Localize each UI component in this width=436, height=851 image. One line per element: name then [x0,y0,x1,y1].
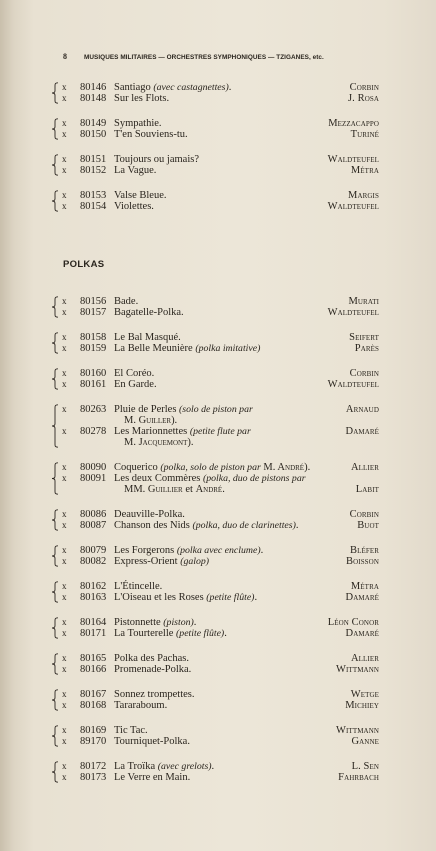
record-number: 89170 [80,736,107,747]
catalog-entry [0,93,436,104]
title-segment: . [260,545,264,556]
composer-name: Wittmann [336,664,379,675]
entry-mark: x [62,556,67,566]
entry-line [0,462,436,473]
record-number: 80160 [80,368,107,379]
catalog-entry [0,761,436,772]
catalog-entry [0,736,436,747]
entry-title [114,736,190,747]
title-segment: M. André [263,462,305,473]
record-number: 80148 [80,93,107,104]
entry-mark: x [62,129,67,139]
composer-name: Bléfer [350,545,379,556]
title-segment: Le Verre en Main. [114,772,191,783]
entry-line [0,617,436,628]
entry-mark: x [62,368,67,378]
catalog-group [0,462,436,495]
entry-title [114,617,196,628]
composer-name: Léon Conor [327,617,379,628]
title-segment: . [295,520,299,531]
catalog-group [0,581,436,603]
entry-title [114,545,263,556]
catalog-list-waltzes [0,82,436,226]
catalog-entry [0,404,436,426]
entry-line [0,129,436,140]
catalog-entry [0,129,436,140]
record-number: 80165 [80,653,107,664]
entry-title [114,772,190,783]
title-segment: Les Marionnettes [114,426,190,437]
composer-name: J. Rosa [347,93,379,104]
title-segment: Sur les Flots. [114,93,170,104]
entry-line [0,700,436,711]
entry-title [114,368,154,379]
entry-title [114,93,169,104]
title-segment: (polka avec enclume) [176,545,261,556]
title-segment: ). [304,462,311,473]
catalog-group [0,368,436,390]
record-number: 80263 [80,404,107,415]
catalog-entry [0,509,436,520]
title-segment: La Belle Meunière [114,343,196,354]
title-segment: Tourniquet-Polka. [114,736,190,747]
record-number: 80157 [80,307,107,318]
entry-title [114,343,260,354]
title-segment: El Coréo. [114,368,155,379]
composer-name: Waldteufel [327,307,379,318]
entry-mark: x [62,520,67,530]
entry-mark: x [62,154,67,164]
title-segment: MM. Guillier [124,484,183,495]
entry-line [0,520,436,531]
entry-line [0,736,436,747]
catalog-group [0,332,436,354]
entry-mark: x [62,379,67,389]
catalog-group [0,725,436,747]
entry-mark: x [62,653,67,663]
composer-name: Labit [355,484,379,495]
composer-name: Arnaud [345,404,379,415]
title-segment: En Garde. [114,379,157,390]
record-number: 80151 [80,154,107,165]
catalog-entry [0,556,436,567]
catalog-group [0,761,436,783]
record-number: 80163 [80,592,107,603]
catalog-entry [0,617,436,628]
title-segment: Pistonnette [114,617,164,628]
catalog-group [0,190,436,212]
title-segment: Polka des Pachas. [114,653,189,664]
catalog-group [0,404,436,448]
title-segment: Tararaboum. [114,700,168,711]
catalog-entry [0,473,436,495]
entry-line [0,426,436,437]
catalog-entry [0,379,436,390]
title-segment: . [222,484,225,495]
record-number: 80153 [80,190,107,201]
entry-line [0,628,436,639]
entry-mark: x [62,545,67,555]
entry-mark: x [62,165,67,175]
catalog-group [0,509,436,531]
catalog-group [0,653,436,675]
catalog-entry [0,190,436,201]
entry-line [0,509,436,520]
composer-name: Wittmann [336,725,379,736]
title-segment: . [254,592,258,603]
catalog-entry [0,545,436,556]
record-number: 80169 [80,725,107,736]
page-header [0,52,436,62]
entry-mark: x [62,296,67,306]
title-segment: ). [171,415,178,426]
entry-mark: x [62,725,67,735]
composer-name: Seifert [349,332,379,343]
record-number: 80086 [80,509,107,520]
entry-title [114,725,148,736]
composer-name: Buot [357,520,379,531]
catalog-entry [0,343,436,354]
entry-continuation-line [0,415,436,426]
title-segment: Express-Orient [114,556,181,567]
title-segment: (polka, solo de piston par [160,462,261,473]
record-number: 80082 [80,556,107,567]
entry-title [114,118,162,129]
title-segment: Sympathie. [114,118,162,129]
catalog-entry [0,426,436,448]
title-segment: Bade. [114,296,139,307]
entry-line [0,592,436,603]
composer-name: Parès [354,343,379,354]
catalog-group [0,296,436,318]
title-segment: Chanson des Nids [114,520,193,531]
title-segment: La Troïka [114,761,158,772]
entry-line [0,165,436,176]
composer-name: Murati [348,296,379,307]
title-segment: . [211,761,215,772]
catalog-group [0,689,436,711]
composer-name: Allier [350,653,379,664]
entry-line [0,473,436,484]
catalog-entry [0,628,436,639]
composer-name: L. Sen [351,761,379,772]
entry-line [0,653,436,664]
entry-mark: x [62,581,67,591]
entry-title [114,379,157,390]
catalog-entry [0,165,436,176]
catalog-entry [0,307,436,318]
catalog-entry [0,154,436,165]
entry-title [114,700,167,711]
record-number: 80161 [80,379,107,390]
title-segment: . [224,628,227,639]
title-segment: Coquerico [114,462,161,473]
entry-title [114,664,191,675]
entry-title [124,437,194,448]
entry-line [0,725,436,736]
record-number: 80149 [80,118,107,129]
entry-title [114,404,253,415]
entry-mark: x [62,93,67,103]
entry-mark: x [62,343,67,353]
entry-line [0,190,436,201]
record-number: 80091 [80,473,107,484]
entry-title [114,581,162,592]
entry-title [124,415,177,426]
composer-name: Margis [348,190,379,201]
record-number: 80171 [80,628,107,639]
entry-mark: x [62,473,67,483]
composer-name: Michiey [345,700,379,711]
record-number: 80150 [80,129,107,140]
entry-line [0,556,436,567]
running-title: MUSIQUES MILITAIRES — ORCHESTRES SYMPHONIQUES — TZIGANES, etc. [84,54,324,61]
composer-name: Métra [350,165,379,176]
entry-line [0,93,436,104]
record-number: 80090 [80,462,107,473]
entry-title [114,628,227,639]
entry-line [0,404,436,415]
entry-line [0,332,436,343]
entry-title [114,129,188,140]
entry-mark: x [62,426,67,436]
title-segment: (petite flute par [189,426,251,437]
entry-line [0,201,436,212]
entry-mark: x [62,617,67,627]
title-segment: Les Forgerons [114,545,177,556]
title-segment: (polka imitative) [195,343,261,354]
entry-mark: x [62,736,67,746]
catalog-entry [0,118,436,129]
title-segment: Sonnez trompettes. [114,689,195,700]
composer-name: Allier [350,462,379,473]
composer-name: Corbin [349,82,379,93]
composer-name: Mezzacappo [328,118,379,129]
composer-name: Corbin [349,509,379,520]
entry-line [0,379,436,390]
record-number: 80173 [80,772,107,783]
title-segment: Pluie de Perles [114,404,180,415]
catalog-entry [0,368,436,379]
entry-mark: x [62,509,67,519]
entry-line [0,761,436,772]
entry-mark: x [62,761,67,771]
composer-name: Fahrbach [338,772,379,783]
title-segment: Valse Bleue. [114,190,167,201]
composer-name: Corbin [349,368,379,379]
record-number: 80159 [80,343,107,354]
catalog-entry [0,296,436,307]
record-number: 80079 [80,545,107,556]
title-segment: ). [187,437,194,448]
entry-title [124,484,225,495]
title-segment: Le Bal Masqué. [114,332,181,343]
entry-mark: x [62,689,67,699]
entry-title [114,473,306,484]
title-segment: (petite flûte) [176,628,225,639]
entry-title [114,653,189,664]
composer-name: Métra [350,581,379,592]
title-segment: T'en Souviens-tu. [114,129,188,140]
title-segment: (polka, duo de pistons par [202,473,306,484]
title-segment: Promenade-Polka. [114,664,192,675]
entry-line [0,118,436,129]
entry-mark: x [62,628,67,638]
entry-title [114,426,251,437]
entry-title [114,296,138,307]
entry-mark: x [62,201,67,211]
catalog-group [0,617,436,639]
entry-title [114,154,199,165]
entry-line [0,343,436,354]
title-segment: La Tourterelle [114,628,177,639]
catalog-entry [0,700,436,711]
catalog-entry [0,332,436,343]
title-segment: Bagatelle-Polka. [114,307,184,318]
record-number: 80152 [80,165,107,176]
entry-mark: x [62,592,67,602]
entry-line [0,296,436,307]
title-segment: L'Étincelle. [114,581,163,592]
title-segment: Violettes. [114,201,154,212]
entry-title [114,307,184,318]
entry-mark: x [62,307,67,317]
title-segment: (avec castagnettes) [153,82,229,93]
record-number: 80154 [80,201,107,212]
title-segment: . [228,82,232,93]
entry-mark: x [62,772,67,782]
entry-title [114,520,298,531]
title-segment: Tic Tac. [114,725,148,736]
title-segment: (avec grelots) [157,761,212,772]
title-segment: (solo de piston par [179,404,253,415]
catalog-group [0,154,436,176]
entry-title [114,82,231,93]
catalog-entry [0,581,436,592]
entry-line [0,545,436,556]
entry-title [114,462,310,473]
catalog-group [0,545,436,567]
catalog-entry [0,82,436,93]
entry-title [114,689,194,700]
entry-title [114,332,181,343]
entry-line [0,368,436,379]
entry-mark: x [62,190,67,200]
composer-name: Damaré [345,426,379,437]
catalog-group [0,118,436,140]
entry-line [0,154,436,165]
title-segment: et [182,484,196,495]
entry-line [0,772,436,783]
record-number: 80172 [80,761,107,772]
catalog-entry [0,725,436,736]
record-number: 80167 [80,689,107,700]
entry-mark: x [62,462,67,472]
composer-name: Wetge [350,689,379,700]
entry-title [114,592,257,603]
entry-mark: x [62,700,67,710]
entry-title [114,761,214,772]
title-segment: Toujours ou jamais? [114,154,199,165]
catalog-entry [0,653,436,664]
title-segment: (galop) [180,556,210,567]
record-number: 80087 [80,520,107,531]
entry-line [0,581,436,592]
record-number: 80166 [80,664,107,675]
entry-mark: x [62,404,67,414]
catalog-entry [0,664,436,675]
title-segment: (petite flûte) [206,592,255,603]
entry-title [114,556,209,567]
title-segment: (polka, duo de clarinettes) [192,520,296,531]
title-segment: (piston) [163,617,194,628]
catalog-entry [0,592,436,603]
title-segment: L'Oiseau et les Roses [114,592,207,603]
composer-name: Damaré [345,628,379,639]
composer-name: Turiné [350,129,379,140]
entry-title [114,201,154,212]
entry-mark: x [62,332,67,342]
catalog-entry [0,201,436,212]
title-segment: André [195,484,223,495]
record-number: 80156 [80,296,107,307]
entry-mark: x [62,82,67,92]
title-segment: M. Guiller [124,415,172,426]
entry-line [0,82,436,93]
title-segment: Santiago [114,82,154,93]
entry-line [0,689,436,700]
catalog-group [0,82,436,104]
title-segment: La Vague. [114,165,157,176]
title-segment: M. Jacquemont [124,437,188,448]
record-number: 80168 [80,700,107,711]
record-number: 80146 [80,82,107,93]
catalog-list-polkas [0,296,436,797]
page-number: 8 [63,52,67,61]
composer-name: Ganne [351,736,379,747]
composer-name: Waldteufel [327,201,379,212]
record-number: 80278 [80,426,107,437]
composer-name: Damaré [345,592,379,603]
record-number: 80162 [80,581,107,592]
title-segment: Les deux Commères [114,473,203,484]
composer-name: Waldteufel [327,154,379,165]
record-number: 80164 [80,617,107,628]
catalog-entry [0,689,436,700]
entry-title [114,190,167,201]
entry-continuation-line [0,437,436,448]
title-segment: Deauville-Polka. [114,509,185,520]
entry-mark: x [62,664,67,674]
composer-name: Boisson [346,556,379,567]
entry-line [0,307,436,318]
entry-line [0,664,436,675]
composer-name: Waldteufel [327,379,379,390]
entry-title [114,165,156,176]
entry-mark: x [62,118,67,128]
record-number: 80158 [80,332,107,343]
catalog-entry [0,520,436,531]
entry-title [114,509,185,520]
section-heading-polkas: POLKAS [63,259,105,270]
catalog-entry [0,772,436,783]
catalog-entry [0,462,436,473]
entry-continuation-line [0,484,436,495]
title-segment: . [193,617,197,628]
